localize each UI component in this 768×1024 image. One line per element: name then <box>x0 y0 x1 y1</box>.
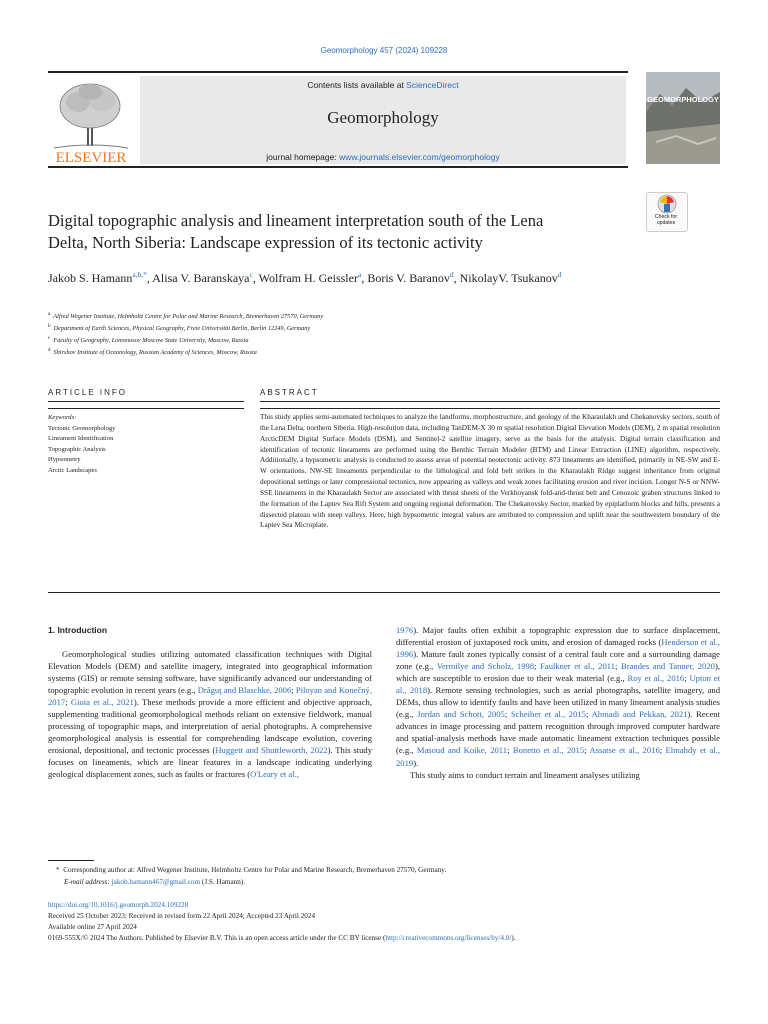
body-text: ; <box>507 745 513 756</box>
body-text: ; <box>659 745 666 756</box>
affiliation-item <box>48 346 648 358</box>
author-name[interactable]: Alisa V. Baranskaya <box>152 271 250 285</box>
homepage-link[interactable]: www.journals.elsevier.com/geomorphology <box>339 152 500 162</box>
received-dates: Received 25 October 2023; Received in revised form 22 April 2024; Accepted 23 April 2024 <box>48 912 316 920</box>
affiliation-text: Faculty of Geography, Lomonosov Moscow State University, Moscow, Russia <box>53 337 249 345</box>
citation-link[interactable]: Brandes and Tanner, 2020 <box>621 661 715 672</box>
affiliation-item <box>48 334 648 346</box>
citation-link[interactable]: Assatse et al., 2016 <box>589 745 660 756</box>
abstract-heading: ABSTRACT <box>260 388 319 397</box>
body-text: ). Major faults often exhibit a topographic expression due to surface displacement, differential erosion of juxtaposed rock units, and erosion of damaged rocks ( <box>396 625 720 648</box>
body-text: ). Mature fault zones typically consist of a central fault core and a surrounding damage zone (e.g., <box>396 649 720 672</box>
citation-link[interactable]: O'Leary et al., <box>250 769 299 780</box>
affiliation-text: Alfred Wegener Institute, Helmholtz Centre for Polar and Marine Research, Bremerhaven 27570, Germany <box>53 313 324 321</box>
elsevier-tree-icon <box>48 76 134 164</box>
body-text: ; <box>585 709 592 720</box>
body-text: ; <box>65 697 71 708</box>
section-heading-introduction: 1. Introduction <box>48 625 108 635</box>
email-link[interactable]: jakob.hamann467@gmail.com <box>111 878 201 886</box>
author-affiliation-mark[interactable]: d <box>449 270 454 279</box>
author-affiliation-mark[interactable]: a <box>357 270 362 279</box>
abstract-body: This study applies semi-automated techniques to analyze the landforms, morphostructure, and geology of the Kharaulakh and Chekanovsky sectors, south of the Lena Delta, northern Siberia. High-resolution data, including TanDEM-X 30 m spatial resolution Digital Elevation Models (DEM), 2 m spatial resolution ArcticDEM Digital Surface Models (DSM), and Sentinel-2 satellite imagery, serve as the basis for the analysis. Digital terrain classification and identification of tectonic lineaments are performed using the Benthic Terrain Modeler (BTM) and Linear Extraction (LINE) algorithm, respectively. Additionally, a hypsometric analysis is conducted to assess areas of potential neotectonic activity. 873 lineaments are identified, primarily in NE-SW and E-W orientations. NW-SE lineaments perpendicular to the lithological and fold belt strikes in the Kharaulakh Ridge suggest inheritance from original depositional settings or later compressional tectonics, now appearing as valleys and weak zones facilitating erosion and river incision. Longer N-S or NNW-SSE lineaments in the Kharaulakh Sector are associated with thrust sheets of the Verkhoyansk fold-and-thrust belt and Cenozoic graben structures linked to the formation of the Laptev Sea Rift System and ongoing regional deformation. The Chekanovsky Sector, marked by epiplatform blocks and hills, presents a dissected plateau with steep valleys. Here, high hypsometric integral values are attributed to compression and uplift near the southwestern boundary of the Laptev Sea Microplate. <box>260 412 720 530</box>
affiliation-mark: a <box>48 312 51 317</box>
keyword-item: Hypsometry <box>48 456 81 464</box>
author-separator: , <box>252 271 259 285</box>
citation-link[interactable]: Scheiber et al., 2015 <box>510 709 586 720</box>
crossmark-label-line2: updates <box>656 219 676 226</box>
keyword-item: Tectonic Geomorphology <box>48 424 116 432</box>
online-date: Available online 27 April 2024 <box>48 923 137 931</box>
author-separator: , <box>146 271 153 285</box>
citation-link[interactable]: Elmahdy et al., 2019 <box>396 745 721 768</box>
author-affiliation-mark[interactable]: d <box>557 270 562 279</box>
author-name[interactable]: Wolfram H. Geissler <box>258 271 358 285</box>
article-info-rule <box>48 401 244 402</box>
body-text: ; <box>504 709 511 720</box>
article-title <box>48 210 638 254</box>
body-text: ; <box>291 685 296 696</box>
footnotes <box>56 864 720 888</box>
crossmark-label-line1: Check for <box>654 214 678 220</box>
keywords-label: Keywords: <box>48 414 77 421</box>
contents-line <box>140 80 626 90</box>
author-separator: , <box>361 271 368 285</box>
article-info-heading: ARTICLE INFO <box>48 388 127 397</box>
citation-link[interactable]: Vermilye and Scholz, 1998 <box>436 661 535 672</box>
journal-cover-image[interactable] <box>646 72 720 164</box>
body-text: Geomorphological studies utilizing automated classification techniques with Digital Elevation Models (DEM) and satellite imagery, integrated into geographical information systems (GIS) or remote sensing software, have significantly advanced our understanding of topographic evolution in recent years (e.g., <box>48 649 372 696</box>
author-list <box>48 266 648 287</box>
citation-link[interactable]: Faulkner et al., 2011 <box>540 661 616 672</box>
corresponding-text: Corresponding author at: Alfred Wegener Institute, Helmholtz Centre for Polar and Marine Research, Bremerhaven 27570, Germany. <box>63 866 447 874</box>
citation-link[interactable]: Henderson et al., 1996 <box>396 637 720 660</box>
contents-prefix: Contents lists available at <box>307 80 407 90</box>
citation-link[interactable]: Masoud and Koike, 2011 <box>416 745 508 756</box>
affiliation-item <box>48 322 648 334</box>
journal-name: Geomorphology <box>327 108 439 127</box>
keyword-item: Arctic Landscapes <box>48 466 97 474</box>
title-line: Delta, North Siberia: Landscape expression of its tectonic activity <box>48 233 483 252</box>
author-affiliation-mark[interactable]: a,b,* <box>132 270 147 279</box>
header-rule <box>48 71 628 73</box>
body-text: ). <box>413 757 419 768</box>
affiliation-text: Shirshov Institute of Oceanology, Russian Academy of Sciences, Moscow, Russia <box>53 349 257 357</box>
body-text: ), which are susceptible to erosion due to their weak material (e.g., <box>396 661 720 684</box>
body-text: ). Recent advances in image processing and pattern recognition through improved computer hardware and spatial-analysis methods have made automatic lineament extraction techniques possible (e.g., <box>396 709 720 756</box>
citation-link[interactable]: Roy et al., 2016 <box>627 673 685 684</box>
author-separator: , Nikolay <box>453 271 499 285</box>
crossmark-icon <box>647 193 687 215</box>
intro-column-right <box>396 624 720 781</box>
keyword-item: Topographic Analysis <box>48 445 106 453</box>
publication-info <box>48 900 728 944</box>
body-text: ). These methods provide a more efficient and objective approach, supplementing traditional geomorphological methods reliant on extensive fieldwork, manual processing of topographic maps, and interpretation of aerial photographs. A comprehensive geomorphological analysis is essential for comprehending landscape evolution, covering erosional, depositional, and tectonic processes ( <box>48 697 372 756</box>
affiliations <box>48 310 648 358</box>
citation-link[interactable]: Jordan and Schott, 2005 <box>417 709 505 720</box>
body-text: ; <box>684 673 690 684</box>
crossmark-label <box>646 215 686 226</box>
footnote-rule <box>48 860 94 861</box>
citation-link[interactable]: Piloyan and Konečný, 2017 <box>48 685 372 708</box>
email-label: E-mail address: <box>64 878 112 886</box>
intro-paragraph <box>396 624 720 769</box>
abstract-rule <box>260 408 720 409</box>
author-name[interactable]: Jakob S. Hamann <box>48 271 133 285</box>
body-text: ; <box>615 661 622 672</box>
affiliation-mark: d <box>48 348 51 354</box>
license-suffix: ). <box>511 934 516 942</box>
body-text: ). This study focuses on lineaments, which are linear features in a landscape indicating underlying geological displacement zones, such as faults or fractures ( <box>48 745 373 780</box>
body-separator-rule <box>48 592 720 593</box>
affiliation-item <box>48 310 648 322</box>
keyword-item: Lineament Identification <box>48 435 114 443</box>
title-line: Digital topographic analysis and lineament interpretation south of the Lena <box>48 211 544 230</box>
author-name[interactable]: Boris V. Baranov <box>367 271 450 285</box>
doi-link[interactable]: https://doi.org/10.1016/j.geomorph.2024.109228 <box>48 901 189 909</box>
header-rule-bottom <box>48 166 628 168</box>
intro-paragraph: This study aims to conduct terrain and lineament analyses utilizing <box>410 769 640 780</box>
affiliation-mark: b <box>48 324 51 330</box>
author-name[interactable]: V. Tsukanov <box>498 271 558 285</box>
affiliation-text: Department of Earth Sciences, Physical Geography, Freie Universität Berlin, Berlin 12249, Germany <box>53 325 311 333</box>
body-text: ). Remote sensing technologies, such as aerial photographs, satellite imagery, and DEMs, thus allow to identify faults and have been utilized in many lineament analysis studies (e.g., <box>396 685 721 720</box>
journal-citation[interactable]: Geomorphology 457 (2024) 109228 <box>320 46 448 55</box>
citation-link[interactable]: Bonetto et al., 2015 <box>512 745 585 756</box>
body-text: ; <box>584 745 590 756</box>
homepage-prefix: journal homepage: <box>266 152 340 162</box>
citation-link[interactable]: Huggett and Shuttleworth, 2022 <box>215 745 328 756</box>
publisher-logo-text: ELSEVIER <box>55 150 127 164</box>
email-suffix: (J.S. Hamann). <box>200 878 246 886</box>
citation-link[interactable]: 1976 <box>396 625 414 635</box>
intro-column-left <box>48 648 372 781</box>
license-prefix: 0169-555X/© 2024 The Authors. Published by Elsevier B.V. This is an open access article under the CC BY license ( <box>48 934 386 942</box>
sciencedirect-link[interactable]: ScienceDirect <box>406 80 459 90</box>
homepage-line <box>140 152 626 162</box>
citation-link[interactable]: Drăguţ and Blaschke, 2006 <box>197 685 292 696</box>
corresponding-mark: * <box>56 866 60 874</box>
cover-photo <box>646 72 720 164</box>
elsevier-logo[interactable] <box>48 76 134 164</box>
article-info-rule <box>48 408 244 409</box>
license-link[interactable]: http://creativecommons.org/licenses/by/4.0/ <box>385 934 512 942</box>
body-text: ; <box>534 661 541 672</box>
email-note <box>56 876 720 888</box>
citation-link[interactable]: Upton et al., 2018 <box>396 673 720 696</box>
abstract-rule <box>260 401 720 402</box>
keywords-list <box>48 413 244 477</box>
affiliation-mark: c <box>48 336 51 342</box>
corresponding-author-note <box>56 864 720 876</box>
license-line <box>48 933 728 944</box>
author-affiliation-mark[interactable]: c <box>249 270 253 279</box>
citation-link[interactable]: Ahmadi and Pekkan, 2021 <box>591 709 688 720</box>
citation-link[interactable]: Gioia et al., 2021 <box>70 697 134 708</box>
cover-title: GEOMORPHOLOGY <box>647 95 719 104</box>
